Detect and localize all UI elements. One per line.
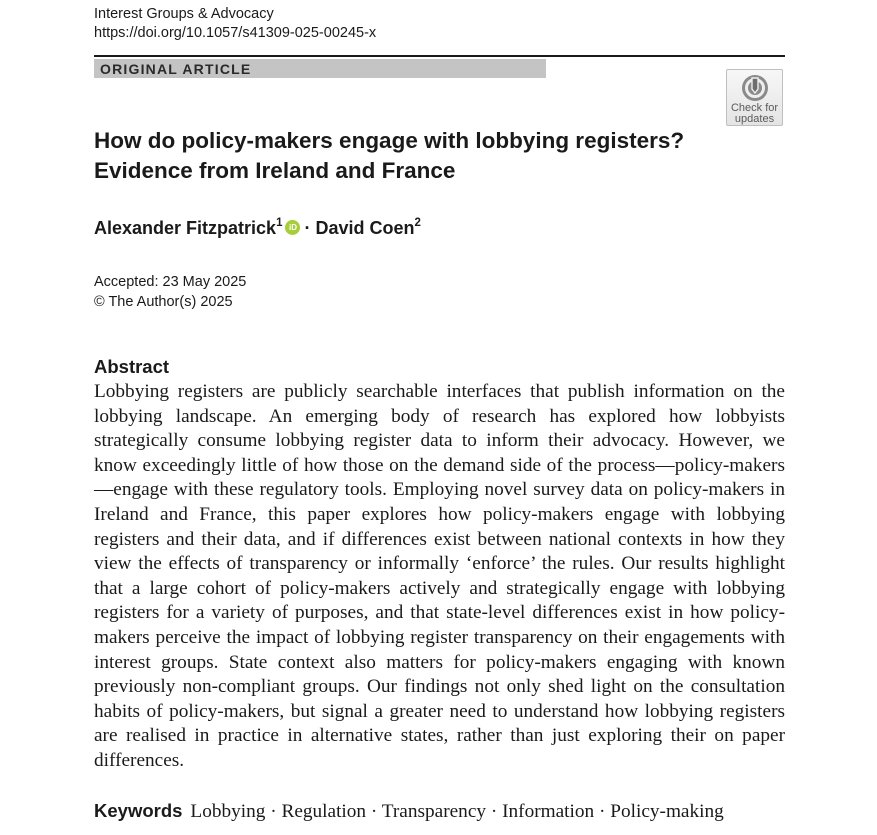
accepted-date: Accepted: 23 May 2025	[94, 274, 247, 290]
check-for-updates-badge[interactable]	[726, 69, 783, 126]
keywords-line	[94, 799, 724, 825]
copyright-notice: © The Author(s) 2025	[94, 294, 233, 310]
journal-name: Interest Groups & Advocacy	[94, 6, 274, 22]
doi-link[interactable]: https://doi.org/10.1057/s41309-025-00245-x	[94, 25, 377, 41]
article-type-band	[94, 59, 546, 78]
paper-title: How do policy-makers engage with lobbying registers? Evidence from Ireland and France	[94, 128, 685, 183]
author-affiliation-1: 1	[276, 217, 283, 229]
orcid-icon[interactable]	[285, 220, 300, 235]
author-name-1[interactable]: Alexander Fitzpatrick	[94, 218, 277, 238]
author-affiliation-2: 2	[414, 217, 421, 229]
check-for-updates-line1: Check for	[730, 102, 779, 114]
abstract-text: Lobbying registers are publicly searchable interfaces that publish information on the lobbying landscape. An emerging body of research has explored how lobbyists strategically consume lobbying register data to inform their advocacy. However, we know exceedingly little of how those on the demand side of the process—policy-makers—engage with these regulatory tools. Employing novel survey data on policy-makers in Ireland and France, this paper explores how policy-makers engage with lobbying registers and their data, and if differences exist between national contexts in how they view the effects of transparency or informally ‘enforce’ the rules. Our results highlight that a large cohort of policy-makers actively and strategically engage with lobbying registers for a variety of purposes, and that state-level differences exist in how policy-makers perceive the impact of lobbying register transparency on their engagements with interest groups. State context also matters for policy-makers engaging with known previously non-compliant groups. Our findings not only shed light on the consultation habits of policy-makers, but signal a greater need to understand how lobbying registers are realised in practice in alternative states, rather than just exploring their on paper differences.	[94, 381, 785, 771]
article-type-label: ORIGINAL ARTICLE	[100, 61, 252, 77]
header-rule	[94, 55, 785, 57]
author-list	[94, 216, 421, 240]
check-for-updates-icon	[740, 73, 770, 103]
abstract-heading: Abstract	[94, 356, 170, 377]
orcid-icon-label: iD	[288, 223, 297, 232]
author-name-2[interactable]: David Coen	[315, 218, 415, 238]
check-for-updates-line2: updates	[734, 113, 775, 125]
keywords-list: Lobbying · Regulation · Transparency · Information · Policy-making	[190, 801, 724, 822]
author-separator: ·	[304, 218, 311, 238]
keywords-label: Keywords	[94, 800, 183, 821]
